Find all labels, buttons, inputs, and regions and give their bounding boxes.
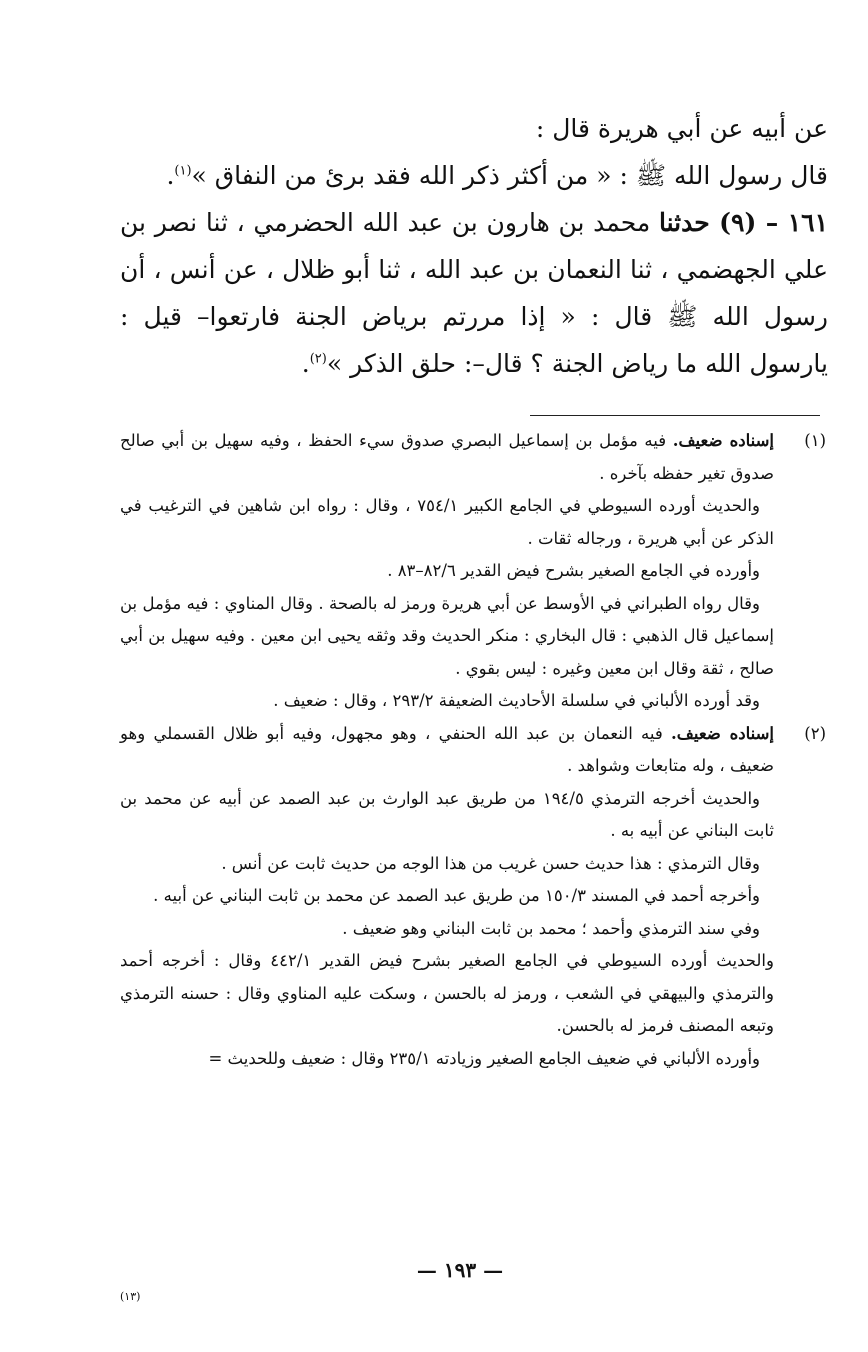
hadith-text: محمد بن هارون بن عبد الله الحضرمي ، ثنا نصر بن علي الجهضمي ، ثنا النعمان بن عبد الله ، ثنا أبو ظلال ، عن أنس ، أن رسول الله ﷺ قال : « إذا مررتم برياض الجنة فارتعوا– قيل : يارسول الله ما رياض الجنة ؟ قال–: حلق الذكر » xyxy=(120,208,828,378)
footnote-separator xyxy=(530,415,820,416)
footnote-paragraph: والحديث أورده السيوطي في الجامع الكبير ٧٥٤/١ ، وقال : رواه ابن شاهين في الترغيب في الذكر عن أبي هريرة ، ورجاله ثقات . xyxy=(120,496,774,548)
footnote-paragraph: وأخرجه أحمد في المسند ١٥٠/٣ من طريق عبد الصمد عن محمد بن ثابت البناني عن أبيه . xyxy=(153,886,760,905)
footnote-paragraph: وأورده في الجامع الصغير بشرح فيض القدير ٨٢/٦–٨٣ . xyxy=(387,561,760,580)
footnote-ref: (٢) xyxy=(309,351,327,367)
footnotes xyxy=(120,425,826,1075)
printer-signature: (١٣) xyxy=(120,1290,141,1303)
footnote-lead: إسناده ضعيف. xyxy=(671,723,774,743)
footnote-paragraph: والحديث أورده السيوطي في الجامع الصغير بشرح فيض القدير ٤٤٢/١ وقال : أخرجه أحمد والترمذي والبيهقي في الشعب ، ورمز له بالحسن ، وسكت عليه المناوي وقال : حسنه الترمذي وتبعه المصنف فرمز له بالحسن. xyxy=(120,951,774,1035)
page-number: — ١٩٣ — xyxy=(416,1258,504,1282)
footnote-paragraph: وقال رواه الطبراني في الأوسط عن أبي هريرة ورمز له بالصحة . وقال المناوي : فيه مؤمل بن إسماعيل قال الذهبي : قال البخاري : منكر الحديث وقد وثقه يحيى ابن معين . وفيه سهيل بن أبي صالح ، ثقة وقال ابن معين وغيره : ليس بقوي . xyxy=(120,593,774,678)
footnote-text: فيه النعمان بن عبد الله الحنفي ، وهو مجهول، وفيه أبو ظلال القسملي وهو ضعيف ، وله متابعات وشواهد . xyxy=(120,723,774,775)
main-text xyxy=(120,105,828,387)
footnote-lead: إسناده ضعيف. xyxy=(672,431,775,450)
footnote-paragraph: والحديث أخرجه الترمذي ١٩٤/٥ من طريق عبد الوارث بن عبد الصمد عن أبيه عن محمد بن ثابت البناني عن أبيه به . xyxy=(120,788,774,840)
footnote xyxy=(120,425,826,718)
footnote-paragraph: وقد أورده الألباني في سلسلة الأحاديث الضعيفة ٢٩٣/٢ ، وقال : ضعيف . xyxy=(273,691,760,710)
footnote-number: (٢) xyxy=(804,723,826,743)
footnote-paragraph xyxy=(120,718,774,783)
main-line: قال رسول الله ﷺ : « من أكثر ذكر الله فقد برئ من النفاق »$^{(١)}$. xyxy=(166,161,828,190)
footnote-paragraph: وفي سند الترمذي وأحمد ؛ محمد بن ثابت البناني وهو ضعيف . xyxy=(342,918,760,938)
hadith-paragraph: ١٦١ – (٩) حدثنا محمد بن هارون بن عبد الله الحضرمي ، ثنا نصر بن علي الجهضمي ، ثنا النعمان بن عبد الله ، ثنا أبو ظلال ، عن أنس ، أن رسول الله ﷺ قال : « إذا مررتم برياض الجنة فارتعوا– قيل : يارسول الله ما رياض الجنة ؟ قال–: حلق الذكر »$^{(٢)}$. xyxy=(120,208,829,378)
footnote xyxy=(120,718,826,1076)
footnote-number: (١) xyxy=(804,431,826,450)
footnote-paragraph xyxy=(120,425,774,490)
footnote-text: فيه مؤمل بن إسماعيل البصري صدوق سيء الحفظ ، وفيه سهيل بن أبي صالح صدوق تغير حفظه بآخره . xyxy=(120,431,774,483)
hadith-number: ١٦١ – (٩) حدثنا xyxy=(659,208,829,237)
footnote-paragraph: وأورده الألباني في ضعيف الجامع الصغير وزيادته ٢٣٥/١ وقال : ضعيف وللحديث = xyxy=(208,1048,760,1068)
main-line-text: قال رسول الله ﷺ : « من أكثر ذكر الله فقد برئ من النفاق » xyxy=(191,161,828,190)
main-line: عن أبيه عن أبي هريرة قال : xyxy=(535,114,828,143)
footnote-ref: (١) xyxy=(174,163,192,179)
footnote-paragraph: وقال الترمذي : هذا حديث حسن غريب من هذا الوجه من حديث ثابت عن أنس . xyxy=(221,853,760,873)
